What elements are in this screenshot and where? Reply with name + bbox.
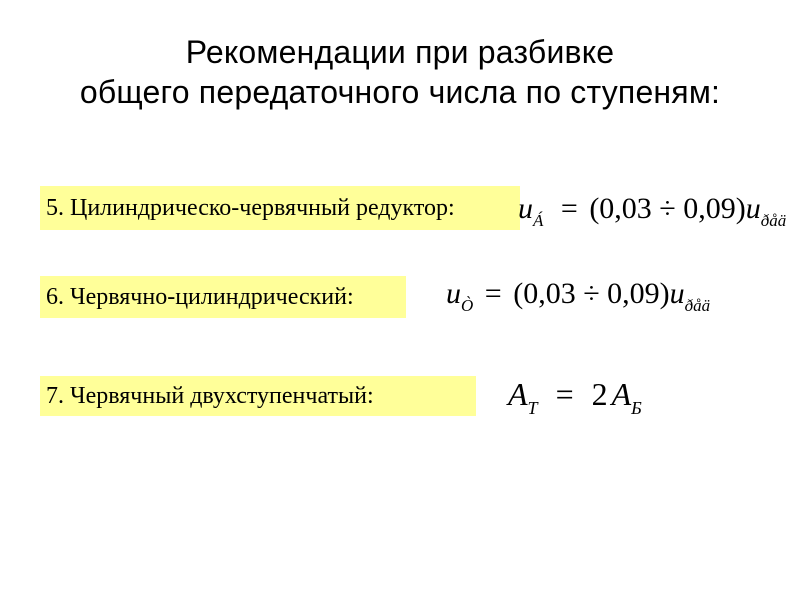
formula-rhs-var: A — [611, 376, 632, 412]
formula-rhs-sub: Б — [631, 398, 642, 418]
formula-equals: = — [484, 277, 502, 310]
formula-equals: = — [555, 376, 574, 412]
formula-lhs-var: u — [446, 277, 461, 310]
formula-rhs-var: u — [669, 277, 685, 310]
formula-lhs-sub: Ò — [461, 296, 474, 315]
formula-coef: 2 — [591, 376, 608, 412]
item-6-label: 6. Червячно-цилиндрический: — [40, 276, 406, 318]
item-5-label: 5. Цилиндрическо-червячный редуктор: — [40, 186, 520, 230]
formula-rhs-var: u — [745, 192, 761, 225]
title-line-1: Рекомендации при разбивке — [185, 34, 615, 70]
formula-lhs-sub: Á — [533, 211, 544, 230]
formula-lhs-sub: Т — [527, 398, 538, 418]
item-7-formula — [508, 376, 642, 418]
item-5-formula — [518, 191, 787, 230]
formula-lhs-var: A — [508, 376, 528, 412]
item-7-label: 7. Червячный двухступенчатый: — [40, 376, 476, 416]
formula-lhs-var: u — [518, 192, 533, 225]
title-line-2: общего передаточного числа по ступеням: — [79, 74, 721, 110]
slide-title — [0, 32, 800, 112]
formula-rhs-sub: ðåä — [760, 211, 787, 230]
formula-range: (0,03 ÷ 0,09) — [589, 192, 746, 225]
formula-rhs-sub: ðåä — [684, 296, 711, 315]
formula-equals: = — [560, 192, 578, 225]
formula-range: (0,03 ÷ 0,09) — [513, 277, 670, 310]
item-6-formula — [446, 276, 711, 315]
